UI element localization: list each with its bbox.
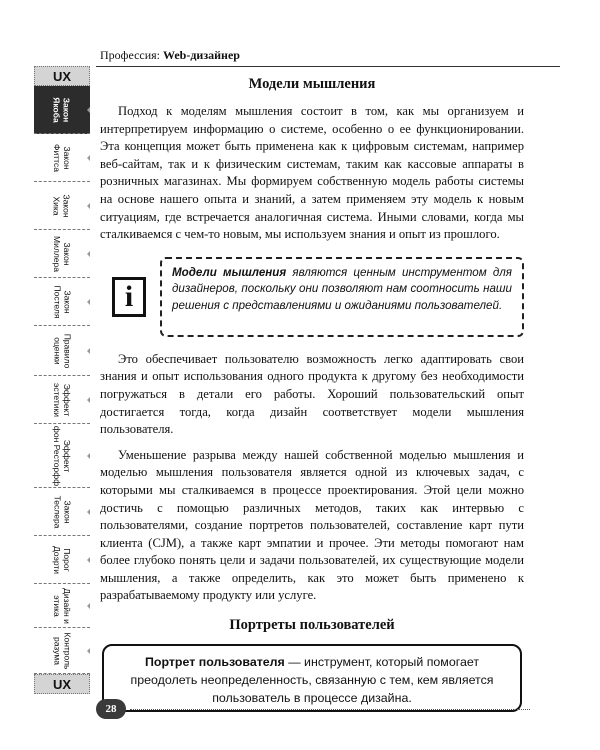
sidebar-ux-bottom: UX: [34, 674, 90, 694]
side-tab-6: [34, 326, 90, 376]
tab-marker-icon: [87, 202, 90, 210]
section-title-user-portraits: Портреты пользователей: [229, 617, 395, 634]
section-title-mental-models: Модели мышления: [248, 76, 376, 92]
side-tab-3: [34, 182, 90, 230]
side-tab-label: Закон Якоба: [51, 96, 72, 123]
side-tab-label: Закон Теслера: [52, 495, 72, 528]
header-title: Web-дизайнер: [163, 48, 240, 62]
tab-marker-icon: [87, 602, 90, 610]
side-tab-label: Правило оценки: [52, 333, 72, 368]
side-tab-label: Порог Доэрти: [51, 545, 72, 574]
header-prefix: Профессия:: [100, 48, 163, 62]
note-text: [172, 265, 512, 315]
side-tab-label: Закон Постеля: [52, 285, 72, 318]
side-tab-label: Дизайн и этика: [52, 587, 72, 624]
note-box: [160, 257, 524, 337]
side-tab-1: [34, 86, 90, 134]
tab-marker-icon: [87, 106, 90, 114]
main-content: [100, 70, 524, 712]
definition-bold: Портрет пользователя: [144, 655, 285, 670]
page-number: 28: [96, 699, 126, 719]
side-tab-10: [34, 536, 90, 584]
side-tab-label: Контроль разума: [51, 632, 72, 669]
side-tab-4: [34, 230, 90, 278]
side-tab-7: [34, 376, 90, 424]
side-tab-12: [34, 628, 90, 674]
note-bold: Модели мышления: [172, 265, 287, 279]
tab-marker-icon: [87, 556, 90, 564]
tab-marker-icon: [87, 647, 90, 655]
note-body: являются ценным инструментом для дизайнеров, поскольку они позволяют нам соотносить наши решения с представлениями и ожиданиями пользователей.: [172, 265, 512, 312]
side-tab-8: [34, 424, 90, 488]
tab-marker-icon: [87, 298, 90, 306]
side-tab-label: Закон Хика: [51, 193, 72, 218]
tab-marker-icon: [87, 508, 90, 516]
tab-marker-icon: [87, 396, 90, 404]
info-icon: i: [112, 277, 146, 317]
footer-rule: [130, 709, 530, 710]
running-header: [100, 48, 240, 63]
tab-marker-icon: [87, 154, 90, 162]
definition-body: — инструмент, который помогает преодолеть неопределенность, связанную с тем, кем является пользователь в процессе дизайна.: [130, 655, 494, 706]
side-tab-9: [34, 488, 90, 536]
side-tab-5: [34, 278, 90, 326]
paragraph-1: Подход к моделям мышления состоит в том, как мы организуем и интерпретируем информацию о системе, особенно о ее функционировании. Эта концепция может быть применена как к цифровым системам, например веб-сайтам, так и к физическим системам, таким как кассовые аппараты в розничных магазинах. Мы формируем собственную модель работы системы на основе нашего опыта и знаний, а затем применяем эту модель к новым ситуациям, где встречается аналогичная система. Иными словами, когда мы сталкиваемся с чем-то новым, мы используем знания и опыт из прошлого.: [100, 104, 524, 242]
sidebar-ux-top: UX: [34, 66, 90, 86]
tab-marker-icon: [87, 250, 90, 258]
side-tab-2: [34, 134, 90, 182]
side-tab-11: [34, 584, 90, 628]
tab-marker-icon: [87, 452, 90, 460]
header-rule: [96, 66, 560, 67]
paragraph-3: Уменьшение разрыва между нашей собственной моделью мышления и моделью мышления пользователя является одной из ключевых задач, с которыми мы сталкиваемся в процессе проектирования. Этой цели можно достичь с помощью различных методов, таких как интервью с пользователями, создание портретов пользователей, составление карт пути клиента (CJM), а также карт эмпатии и прочее. Эти методы помогают нам более глубоко понять цели и задачи пользователей, их существующие модели мышления, а также определить, как это может быть применено к разрабатываемому продукту или услуге.: [100, 447, 524, 603]
side-tabs: [34, 66, 90, 694]
tab-marker-icon: [87, 347, 90, 355]
side-tab-label: Закон Миллера: [52, 235, 72, 272]
side-tab-label: Эффект фон Ресторфф: [52, 425, 73, 486]
side-tab-label: Эффект эстетики: [51, 382, 72, 417]
paragraph-2: Это обеспечивает пользователю возможность легко адаптировать свои знания и опыт использования одного продукта к другому без необходимости погружаться в детали его работы. Хороший пользовательский опыт достигается тогда, когда дизайн соответствует модели мышления пользователя.: [100, 351, 524, 437]
side-tab-label: Закон Фиттса: [51, 143, 72, 172]
definition-box: [102, 644, 522, 712]
